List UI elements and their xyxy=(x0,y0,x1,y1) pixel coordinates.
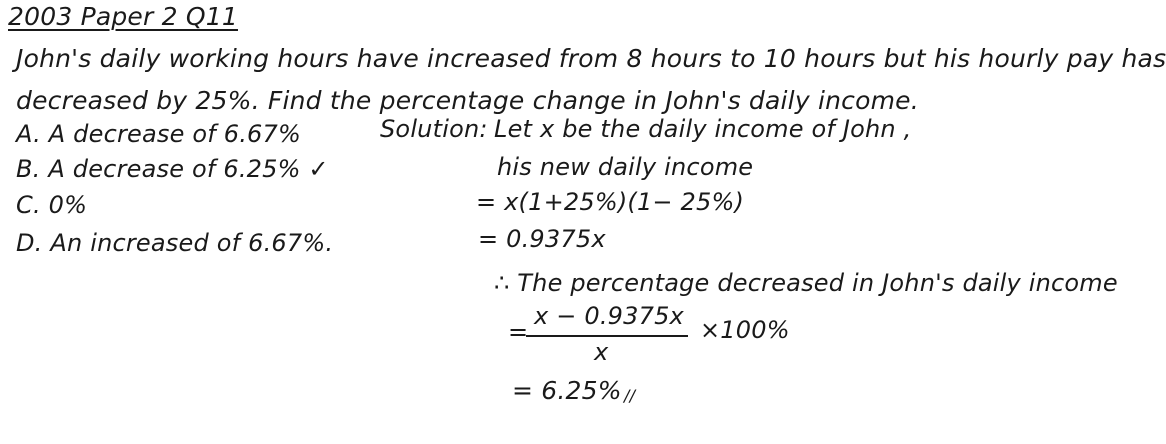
solution-final-answer: = 6.25% xyxy=(512,376,622,405)
solution-let-x: Let x be the daily income of John , xyxy=(494,115,912,143)
solution-conclusion: ∴ The percentage decreased in John's daily income xyxy=(494,269,1118,297)
option-c: C. 0% xyxy=(16,191,88,219)
solution-new-income: his new daily income xyxy=(497,153,754,181)
question-line-1: John's daily working hours have increased from 8 hours to 10 hours but his hourly pay has xyxy=(16,44,1166,73)
fraction-bar xyxy=(526,335,688,337)
solution-expression-2: = 0.9375x xyxy=(478,225,606,253)
option-d: D. An increased of 6.67%. xyxy=(16,229,334,257)
page-title: 2003 Paper 2 Q11 xyxy=(8,2,238,31)
option-a: A. A decrease of 6.67% xyxy=(16,120,302,148)
fraction-equals-sign: = xyxy=(508,318,529,346)
solution-heading: Solution: xyxy=(380,115,488,143)
option-b-correct: B. A decrease of 6.25% ✓ xyxy=(16,155,329,183)
question-line-2: decreased by 25%. Find the percentage change in John's daily income. xyxy=(16,86,919,115)
fraction-numerator: x − 0.9375x xyxy=(534,302,684,330)
final-answer-mark: // xyxy=(624,386,636,405)
solution-expression-1: = x(1+25%)(1− 25%) xyxy=(476,188,745,216)
fraction-multiplier: ×100% xyxy=(700,316,790,344)
fraction-denominator: x xyxy=(594,338,609,366)
